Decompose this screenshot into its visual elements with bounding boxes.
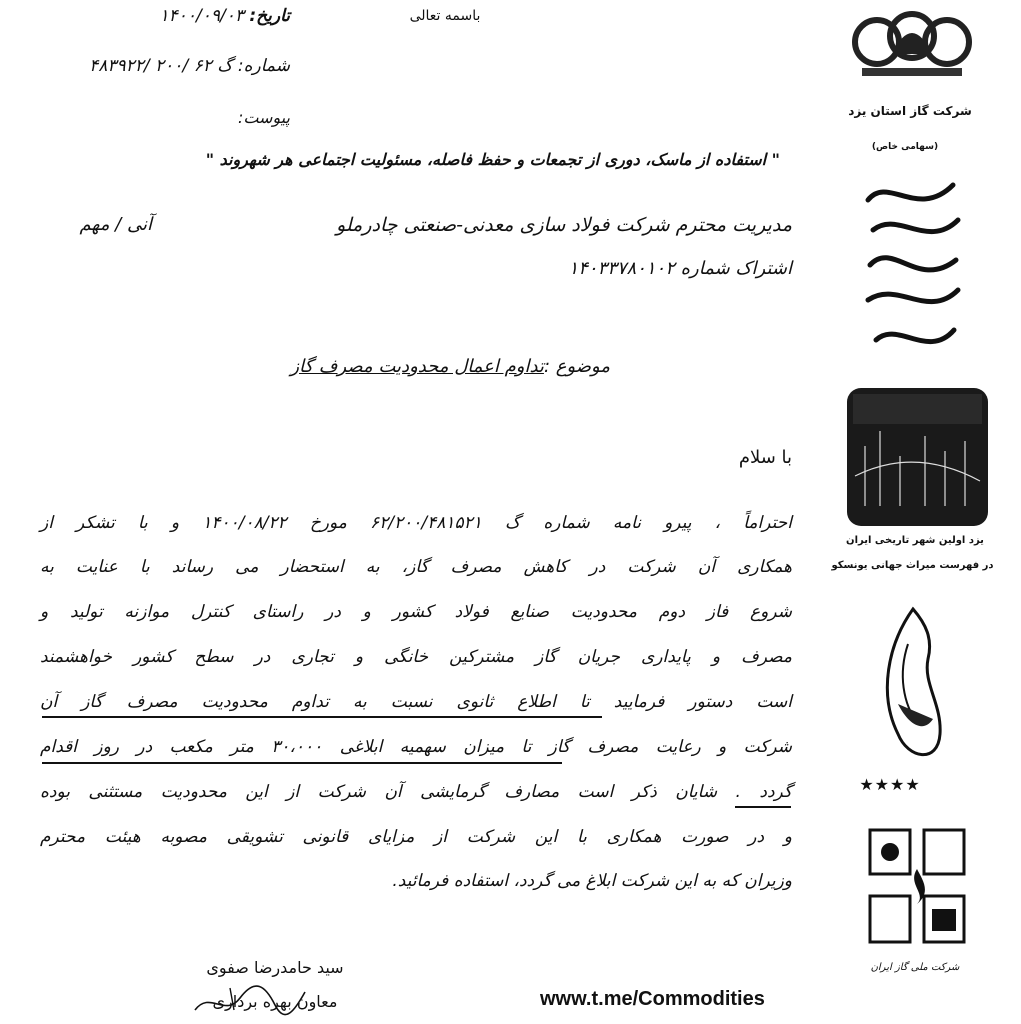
covid-slogan: " استفاده از ماسک، دوری از تجمعات و حفظ فاصله، مسئولیت اجتماعی هر شهروند " xyxy=(205,150,780,169)
number-label: شماره: xyxy=(237,56,290,76)
body-line: شروع فاز دوم محدودیت صنایع فولاد کشور و در راستای کنترل موازنه تولید و xyxy=(40,602,792,622)
recipient-line: مدیریت محترم شرکت فولاد سازی معدنی-صنعتی چادرملو xyxy=(336,214,792,236)
subject-line xyxy=(150,356,610,377)
signatory-title: معاون بهره برداری xyxy=(212,992,338,1011)
body-line: احتراماً ، پیرو نامه شماره گ ۶۲/۲۰۰/۴۸۱۵۲۱ مورخ ۱۴۰۰/۰۸/۲۲ و با تشکر از xyxy=(40,513,793,533)
letter-date xyxy=(100,6,290,26)
letter-number xyxy=(30,56,290,76)
emphasis-underline xyxy=(735,806,791,808)
yazd-caption-1: یزد اولین شهر تاریخی ایران xyxy=(846,535,984,546)
subject-text: تداوم اعمال محدودیت مصرف گاز xyxy=(290,356,544,377)
body-line: وزیران که به این شرکت ابلاغ می گردد، استفاده فرمائید. xyxy=(392,871,792,891)
body-line: و در صورت همکاری با این شرکت از مزایای قانونی تشویقی مصوبه هیئت محترم xyxy=(40,827,792,847)
account-number: اشتراک شماره ۱۴۰۳۳۷۸۰۱۰۲ xyxy=(568,258,792,279)
bismillah: باسمه تعالی xyxy=(409,8,481,24)
rating-stars: ★★★★ xyxy=(859,775,921,794)
date-value: ۱۴۰۰/۰۹/۰۳ xyxy=(159,6,244,26)
number-value: گ ۶۲ /۲۰۰ /۴۸۳۹۲۲ xyxy=(89,56,233,76)
company-symbols-grid xyxy=(862,824,972,949)
greeting: با سلام xyxy=(738,447,792,468)
emphasis-underline xyxy=(42,716,602,718)
body-line: همکاری آن شرکت در کاهش مصرف گاز، به استحضار می رساند با عنایت به xyxy=(40,557,792,577)
attachment-label: پیوست: xyxy=(237,108,290,127)
date-label: تاریخ: xyxy=(249,6,290,26)
body-line: مصرف و پایداری جریان گاز مشترکین خانگی و تجاری در سطح کشور خواهشمند xyxy=(40,647,792,667)
signatory-name: سید حامدرضا صفوی xyxy=(206,958,344,977)
telegram-link[interactable]: www.t.me/Commodities xyxy=(540,988,765,1010)
subject-label: موضوع : xyxy=(543,356,610,377)
body-line: است دستور فرمایید تا اطلاع ثانوی نسبت به تداوم محدودیت مصرف گاز آن xyxy=(40,692,792,712)
flame-emblem xyxy=(868,604,958,774)
emphasis-underline xyxy=(42,762,562,764)
handwritten-signature xyxy=(190,980,310,1020)
bottom-caption: شرکت ملی گاز ایران xyxy=(870,962,960,973)
yazd-heritage-photo xyxy=(845,386,990,528)
body-line: شرکت و رعایت مصرف گاز تا میزان سهمیه ابلاغی ۳۰،۰۰۰ متر مکعب در روز اقدام xyxy=(40,737,792,757)
body-line: گردد . شایان ذکر است مصارف گرمایشی آن شرکت از این محدودیت مستثنی بوده xyxy=(40,782,792,802)
company-name: شرکت گاز استان یزد xyxy=(848,104,972,118)
yazd-caption-2: در فهرست میراث جهانی یونسکو xyxy=(831,560,994,571)
company-type: (سهامی خاص) xyxy=(871,142,939,152)
calligraphy-slogan-art xyxy=(858,170,968,370)
urgency-label: آنی / مهم xyxy=(79,214,152,235)
